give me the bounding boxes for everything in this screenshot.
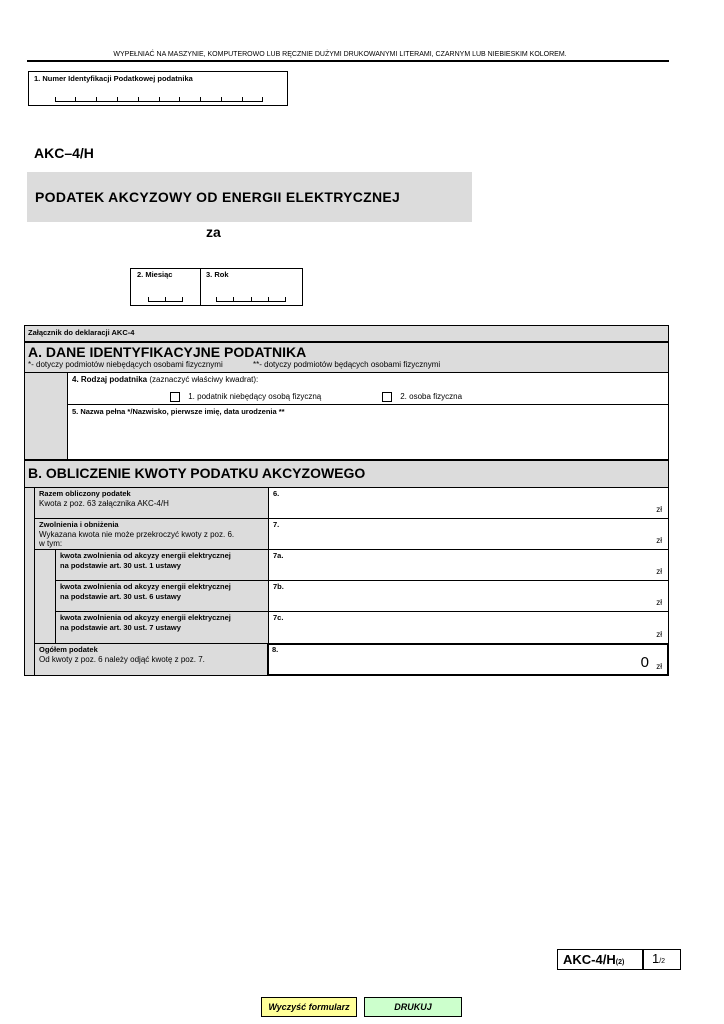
attachment-bar: [25, 326, 668, 342]
nip-field[interactable]: [28, 71, 288, 106]
row-7-desc: [34, 519, 268, 550]
subrow-indent: [34, 550, 55, 644]
row-7c-text: na podstawie art. 30 ust. 7 ustawy: [60, 623, 181, 632]
row-7b-num: 7b.: [273, 582, 284, 591]
row-7-input[interactable]: [268, 519, 668, 550]
footer-page-wrap: [652, 951, 665, 966]
field-4-label-wrap: [72, 375, 258, 384]
print-button[interactable]: DRUKUJ: [364, 997, 462, 1017]
row-6-num: 6.: [273, 489, 280, 498]
period-box: [130, 268, 303, 306]
row-7b-input[interactable]: [268, 581, 668, 612]
row-7b-title: kwota zwolnienia od akcyzy energii elektrycznej: [60, 582, 231, 591]
option-1-label: 1. podatnik niebędący osobą fizyczną: [188, 392, 322, 402]
row-8-text: Od kwoty z poz. 6 należy odjąć kwotę z poz. 7.: [39, 655, 205, 664]
section-a-title: A. DANE IDENTYFIKACYJNE PODATNIKA: [28, 344, 307, 360]
row-7c-desc: [55, 612, 268, 644]
row-7b-text: na podstawie art. 30 ust. 6 ustawy: [60, 592, 181, 601]
row-7a-input[interactable]: [268, 550, 668, 581]
footer-code-sub: (2): [615, 959, 625, 966]
row-7-title: Zwolnienia i obniżenia: [39, 520, 119, 529]
row-8-num: 8.: [272, 645, 279, 654]
row-7-unit: zł: [656, 536, 662, 545]
field-4-label: 4. Rodzaj podatnika: [72, 375, 148, 384]
header-rule: [27, 60, 669, 62]
row-6-input[interactable]: [268, 488, 668, 519]
attachment-label: Załącznik do deklaracji AKC-4: [28, 328, 135, 337]
option-1[interactable]: [170, 392, 321, 402]
row-7c-unit: zł: [656, 630, 662, 639]
row-7a-text: na podstawie art. 30 ust. 1 ustawy: [60, 561, 181, 570]
footer-code: AKC-4/H: [563, 952, 616, 967]
option-1-checkbox[interactable]: [170, 392, 180, 402]
row-8-unit: zł: [656, 662, 662, 671]
row-6-unit: zł: [656, 505, 662, 514]
form-title-bar: [27, 172, 472, 222]
option-2-checkbox[interactable]: [382, 392, 392, 402]
row-7c-title: kwota zwolnienia od akcyzy energii elektrycznej: [60, 613, 231, 622]
year-label: 3. Rok: [206, 270, 229, 279]
nip-label: 1. Numer Identyfikacji Podatkowej podatnika: [34, 74, 193, 83]
section-a-note2: **- dotyczy podmiotów będących osobami fizycznymi: [253, 360, 441, 369]
nip-comb: [55, 97, 263, 102]
row-8-title: Ogółem podatek: [39, 645, 98, 654]
form-title: PODATEK AKCYZOWY OD ENERGII ELEKTRYCZNEJ: [35, 189, 401, 205]
field-4: [67, 373, 668, 405]
option-2[interactable]: [382, 392, 462, 402]
form-code: AKC–4/H: [34, 145, 94, 161]
field-5-label: 5. Nazwa pełna */Nazwisko, pierwsze imię, data urodzenia **: [72, 407, 285, 416]
row-7-text: Wykazana kwota nie może przekroczyć kwoty z poz. 6.: [39, 530, 235, 539]
month-field[interactable]: [148, 297, 183, 302]
section-a-header: [25, 342, 668, 373]
month-label: 2. Miesiąc: [137, 270, 173, 279]
footer-page: 1: [652, 951, 660, 966]
row-7a-title: kwota zwolnienia od akcyzy energii elektrycznej: [60, 551, 231, 560]
row-6-text: Kwota z poz. 63 załącznika AKC-4/H: [39, 499, 169, 508]
footer-page-box: [643, 949, 681, 970]
row-7b-unit: zł: [656, 598, 662, 607]
clear-form-button[interactable]: Wyczyść formularz: [261, 997, 357, 1017]
footer-page-total: /2: [659, 958, 666, 965]
row-7c-num: 7c.: [273, 613, 284, 622]
row-7a-unit: zł: [656, 567, 662, 576]
row-7a-num: 7a.: [273, 551, 284, 560]
row-7-num: 7.: [273, 520, 280, 529]
field-5[interactable]: [67, 405, 668, 459]
period-divider: [200, 269, 201, 305]
row-7c-input[interactable]: [268, 612, 668, 644]
section-b-title: B. OBLICZENIE KWOTY PODATKU AKCYZOWEGO: [28, 465, 366, 481]
row-7-text2: w tym:: [39, 539, 63, 548]
option-2-label: 2. osoba fizyczna: [400, 392, 463, 402]
za-label: za: [206, 224, 221, 240]
row-7b-desc: [55, 581, 268, 612]
section-a-note1: *- dotyczy podmiotów niebędących osobami fizycznymi: [28, 360, 223, 369]
footer-code-wrap: [563, 952, 624, 967]
field-4-hint: (zaznaczyć właściwy kwadrat):: [149, 375, 259, 384]
header-note: WYPEŁNIAĆ NA MASZYNIE, KOMPUTEROWO LUB RĘCZNIE DUŻYMI DRUKOWANYMI LITERAMI, CZARNYM LUB NIEBIESKIM KOLOREM.: [113, 51, 567, 58]
row-8-input[interactable]: [267, 643, 669, 676]
row-6-desc: [34, 488, 268, 519]
row-6-title: Razem obliczony podatek: [39, 489, 131, 498]
section-b-header: [25, 459, 668, 488]
row-8-desc: [34, 644, 268, 675]
row-7a-desc: [55, 550, 268, 581]
row-8-value: 0: [640, 654, 649, 671]
footer-code-box: [557, 949, 643, 970]
year-field[interactable]: [216, 297, 286, 302]
